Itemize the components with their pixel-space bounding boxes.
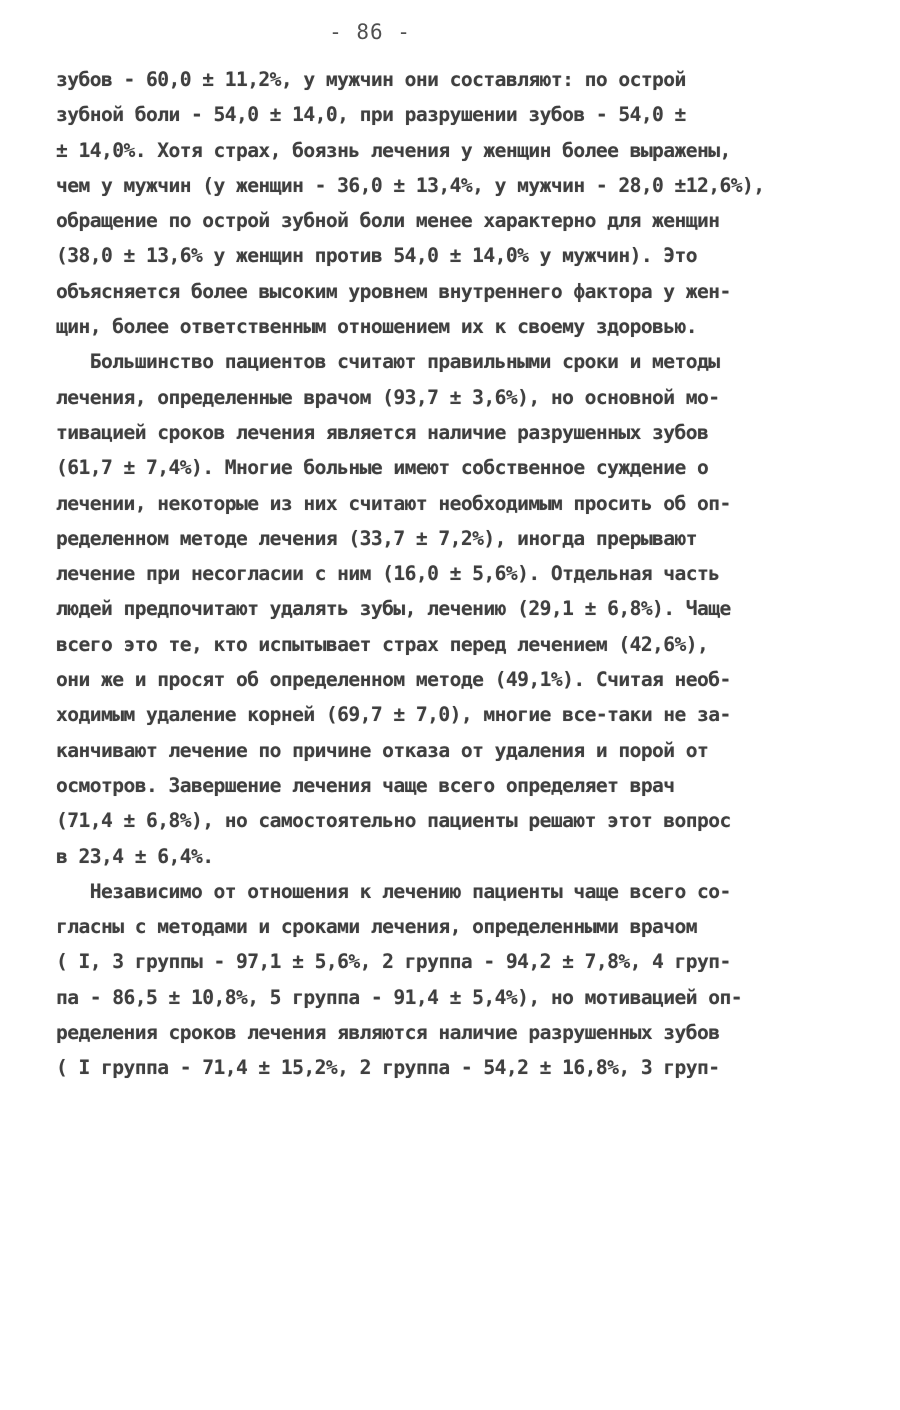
text-line: объясняется более высоким уровнем внутреннего фактора у жен- — [56, 279, 731, 303]
text-line: па - 86,5 ± 10,8%, 5 группа - 91,4 ± 5,4%), но мотивацией оп- — [56, 985, 743, 1009]
text-line: ределенном методе лечения (33,7 ± 7,2%), иногда прерывают — [56, 526, 698, 550]
text-line: ( I, 3 группы - 97,1 ± 5,6%, 2 группа - 94,2 ± 7,8%, 4 груп- — [56, 950, 731, 974]
text-line: ходимым удаление корней (69,7 ± 7,0), многие все-таки не за- — [56, 703, 731, 727]
text-line: обращение по острой зубной боли менее характерно для женщин — [56, 209, 720, 233]
text-line: лечения, определенные врачом (93,7 ± 3,6%), но основной мо- — [56, 385, 720, 409]
text-line: ределения сроков лечения являются наличие разрушенных зубов — [56, 1021, 720, 1045]
text-line: тивацией сроков лечения является наличие разрушенных зубов — [56, 420, 709, 444]
text-line: ± 14,0%. Хотя страх, боязнь лечения у женщин более выражены, — [56, 138, 731, 162]
text-line: лечение при несогласии с ним (16,0 ± 5,6%). Отдельная часть — [56, 562, 720, 586]
text-line: Большинство пациентов считают правильными сроки и методы — [56, 350, 720, 374]
text-line: зубной боли - 54,0 ± 14,0, при разрушении зубов - 54,0 ± — [56, 103, 686, 127]
body-text — [56, 62, 846, 1086]
text-line: щин, более ответственным отношением их к своему здоровью. — [56, 315, 698, 339]
text-line: ( I группа - 71,4 ± 15,2%, 2 группа - 54,2 ± 16,8%, 3 груп- — [56, 1056, 720, 1080]
text-line: зубов - 60,0 ± 11,2%, у мужчин они составляют: по острой — [56, 68, 686, 91]
page-number: - 86 - — [329, 20, 411, 44]
text-line: (38,0 ± 13,6% у женщин против 54,0 ± 14,0% у мужчин). Это — [56, 244, 698, 268]
text-line: осмотров. Завершение лечения чаще всего определяет врач — [56, 773, 675, 797]
text-line: людей предпочитают удалять зубы, лечению (29,1 ± 6,8%). Чаще — [56, 597, 731, 621]
text-line: всего это те, кто испытывает страх перед лечением (42,6%), — [56, 632, 709, 656]
text-line: они же и просят об определенном методе (49,1%). Считая необ- — [56, 668, 731, 692]
text-line: (71,4 ± 6,8%), но самостоятельно пациенты решают этот вопрос — [56, 809, 731, 833]
text-line: (61,7 ± 7,4%). Многие больные имеют собственное суждение о — [56, 456, 709, 480]
text-line: в 23,4 ± 6,4%. — [56, 844, 214, 868]
text-line: Независимо от отношения к лечению пациенты чаще всего со- — [56, 879, 731, 903]
text-line: канчивают лечение по причине отказа от удаления и порой от — [56, 738, 709, 762]
text-line: гласны с методами и сроками лечения, определенными врачом — [56, 915, 698, 939]
text-line: лечении, некоторые из них считают необходимым просить об оп- — [56, 491, 731, 515]
text-line: чем у мужчин (у женщин - 36,0 ± 13,4%, у мужчин - 28,0 ±12,6%), — [56, 173, 765, 197]
